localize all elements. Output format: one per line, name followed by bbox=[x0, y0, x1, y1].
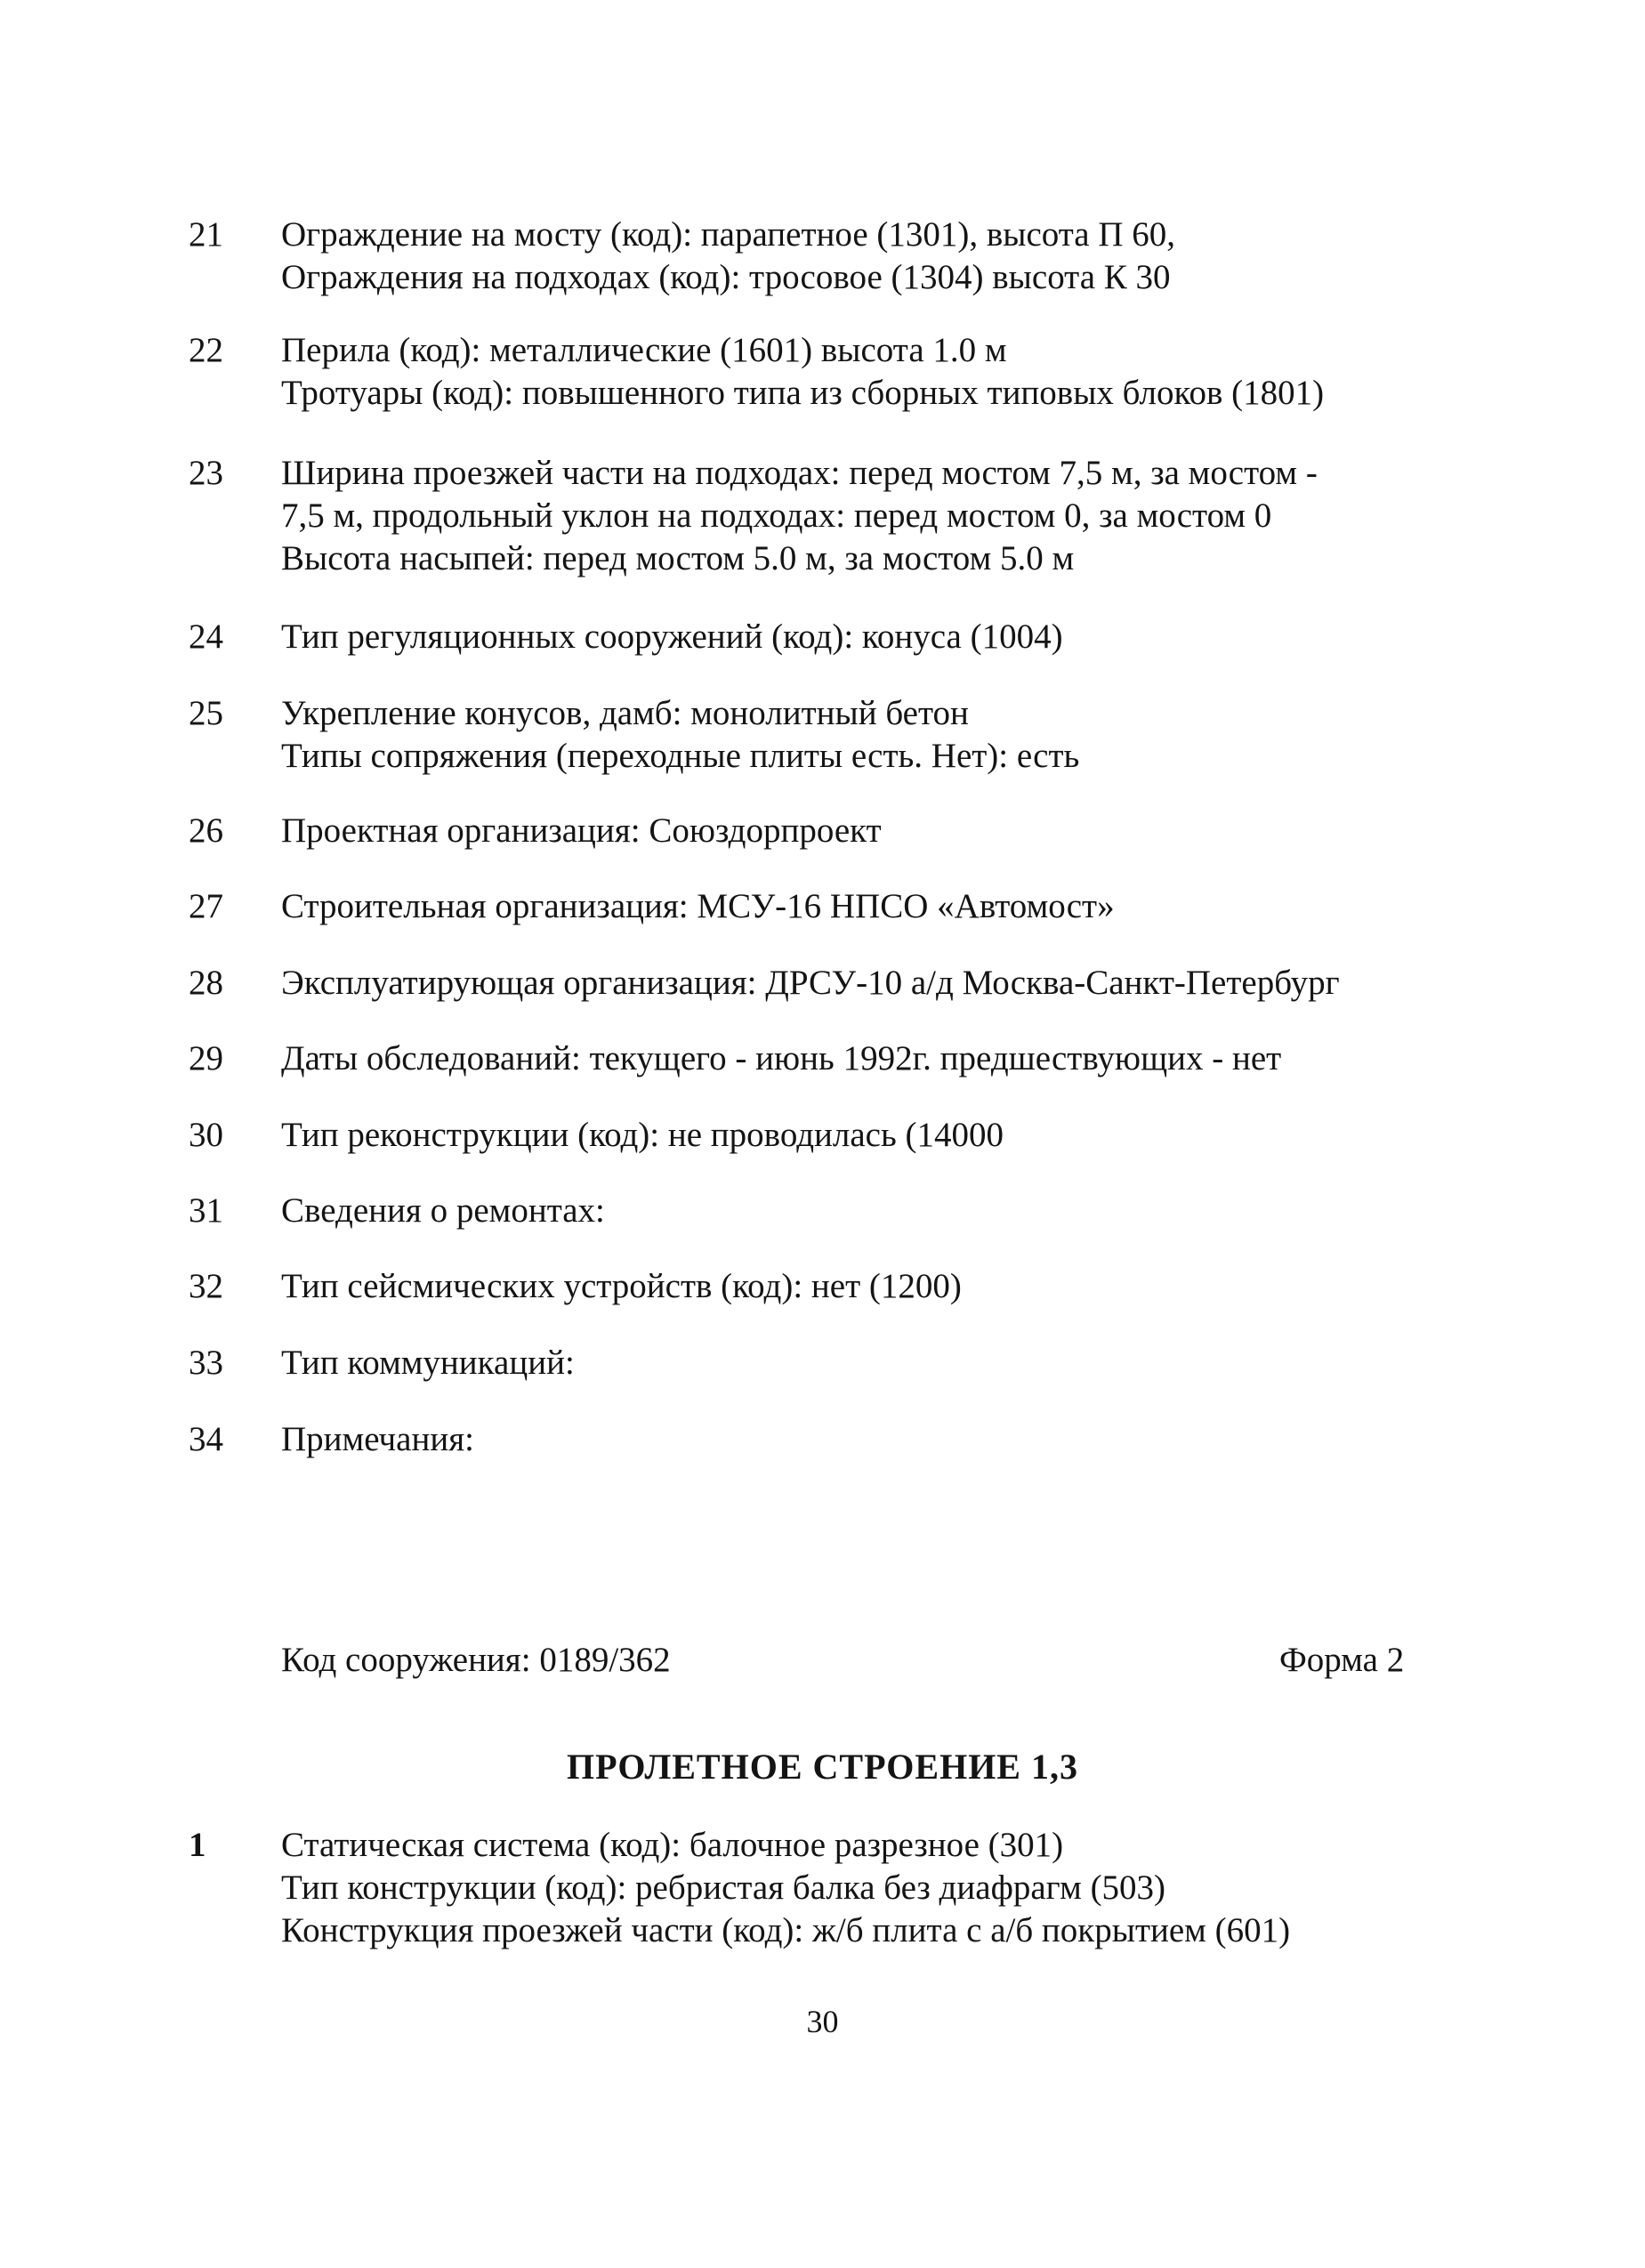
form-number: Форма 2 bbox=[1279, 1641, 1405, 1679]
item-line: Тип реконструкции (код): не проводилась (14000 bbox=[281, 1116, 1004, 1154]
item-text bbox=[281, 1265, 1464, 1308]
item-line: Перила (код): металлические (1601) высота 1.0 м bbox=[281, 331, 1007, 369]
item-text bbox=[281, 616, 1464, 658]
item-line: Ограждения на подходах (код): тросовое (1304) высота К 30 bbox=[281, 258, 1171, 296]
structure-code: Код сооружения: 0189/362 bbox=[281, 1641, 671, 1679]
item-line: Типы сопряжения (переходные плиты есть. Нет): есть bbox=[281, 737, 1080, 775]
item-text bbox=[281, 1037, 1464, 1080]
item-text bbox=[281, 692, 1464, 778]
item-text bbox=[281, 1824, 1464, 1952]
section-title: ПРОЛЕТНОЕ СТРОЕНИЕ 1,3 bbox=[567, 1747, 1078, 1787]
item-number: 34 bbox=[189, 1420, 223, 1458]
item-line: Проектная организация: Союздорпроект bbox=[281, 811, 882, 850]
item-text bbox=[281, 1342, 1464, 1384]
item-text bbox=[281, 962, 1464, 1005]
item-line: Сведения о ремонтах: bbox=[281, 1191, 605, 1230]
item-line: Тротуары (код): повышенного типа из сборных типовых блоков (1801) bbox=[281, 374, 1325, 412]
item-line: Статическая система (код): балочное разрезное (301) bbox=[281, 1826, 1064, 1864]
item-number: 22 bbox=[189, 331, 223, 369]
item-line: Строительная организация: МСУ-16 НПСО «Автомост» bbox=[281, 887, 1115, 925]
item-line: Эксплуатирующая организация: ДРСУ-10 а/д Москва-Санкт-Петербург bbox=[281, 964, 1340, 1002]
item-number: 1 bbox=[189, 1826, 206, 1864]
item-line: Тип регуляционных сооружений (код): конуса (1004) bbox=[281, 617, 1063, 656]
item-line: Укрепление конусов, дамб: монолитный бетон bbox=[281, 694, 969, 732]
item-number: 30 bbox=[189, 1116, 223, 1154]
item-line: Тип коммуникаций: bbox=[281, 1344, 575, 1382]
item-text bbox=[281, 1190, 1464, 1232]
item-text bbox=[281, 1114, 1464, 1157]
item-number: 26 bbox=[189, 811, 223, 850]
item-line: 7,5 м, продольный уклон на подходах: перед мостом 0, за мостом 0 bbox=[281, 496, 1272, 535]
item-line: Ограждение на мосту (код): парапетное (1301), высота П 60, bbox=[281, 215, 1176, 254]
item-line: Высота насыпей: перед мостом 5.0 м, за мостом 5.0 м bbox=[281, 539, 1075, 577]
item-text bbox=[281, 885, 1464, 928]
item-number: 25 bbox=[189, 694, 223, 732]
item-number: 21 bbox=[189, 215, 223, 254]
item-number: 33 bbox=[189, 1344, 223, 1382]
page-number: 30 bbox=[806, 2004, 839, 2039]
item-line: Конструкция проезжей части (код): ж/б плита с а/б покрытием (601) bbox=[281, 1911, 1291, 1949]
item-text bbox=[281, 1418, 1464, 1461]
item-line: Тип конструкции (код): ребристая балка без диафрагм (503) bbox=[281, 1868, 1166, 1907]
item-line: Примечания: bbox=[281, 1420, 474, 1458]
item-text bbox=[281, 810, 1464, 852]
item-number: 23 bbox=[189, 454, 223, 492]
item-number: 28 bbox=[189, 964, 223, 1002]
item-line: Ширина проезжей части на подходах: перед мостом 7,5 м, за мостом - bbox=[281, 454, 1318, 492]
item-number: 31 bbox=[189, 1191, 223, 1230]
item-number: 29 bbox=[189, 1039, 223, 1078]
item-line: Тип сейсмических устройств (код): нет (1200) bbox=[281, 1267, 962, 1305]
item-text bbox=[281, 214, 1464, 299]
item-text bbox=[281, 329, 1464, 415]
item-number: 27 bbox=[189, 887, 223, 925]
item-line: Даты обследований: текущего - июнь 1992г. предшествующих - нет bbox=[281, 1039, 1282, 1078]
item-number: 24 bbox=[189, 617, 223, 656]
item-number: 32 bbox=[189, 1267, 223, 1305]
item-text bbox=[281, 452, 1464, 580]
